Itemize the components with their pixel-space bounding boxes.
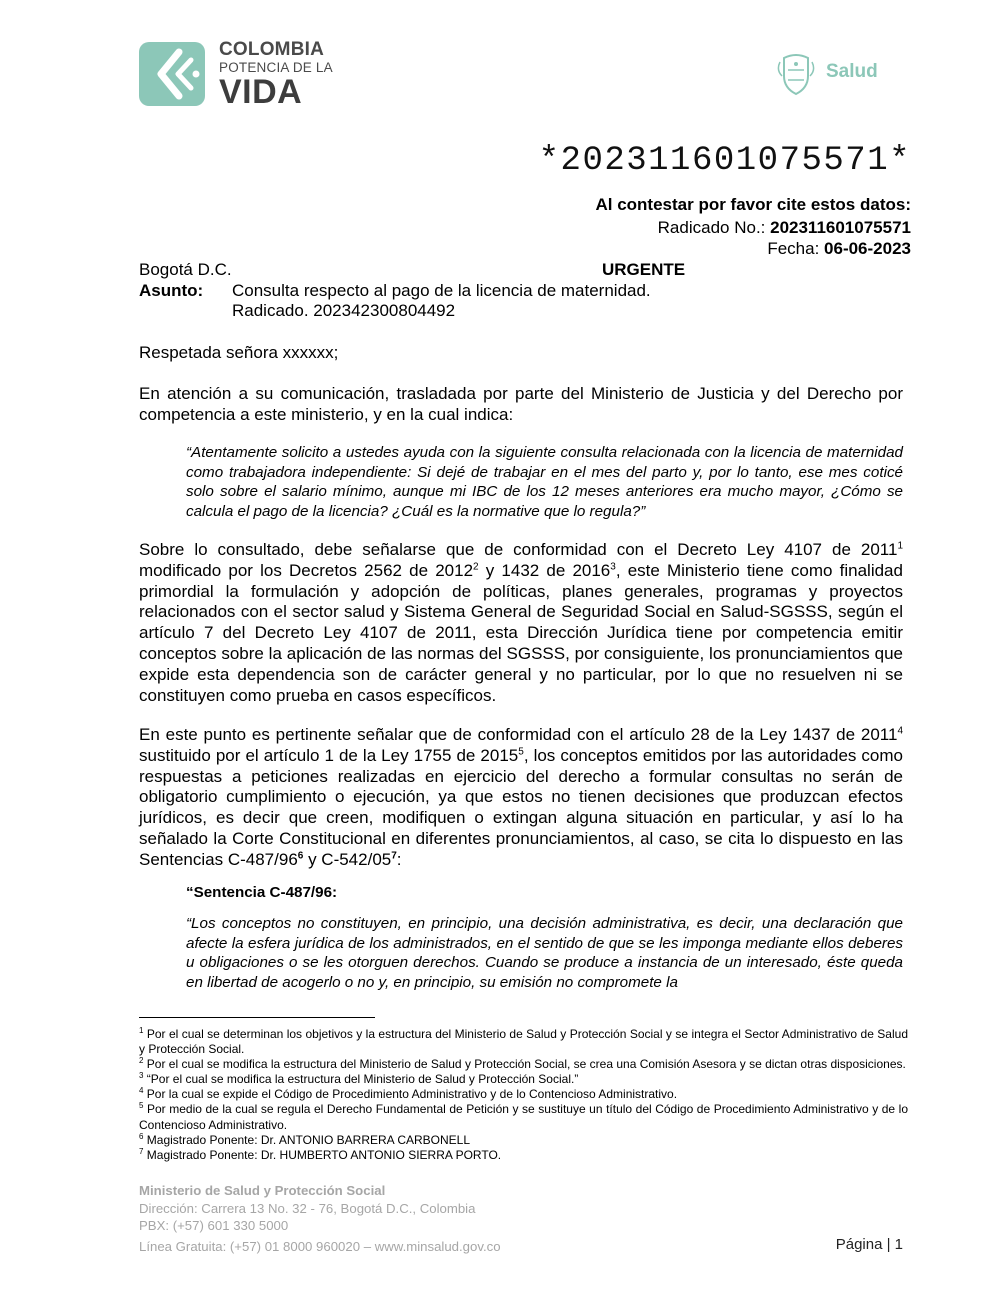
urgent-label: URGENTE xyxy=(602,260,686,279)
cite-heading: Al contestar por favor cite estos datos: xyxy=(595,195,911,214)
asunto-radicado: Radicado. 202342300804492 xyxy=(232,301,456,320)
salutation: Respetada señora xxxxxx; xyxy=(139,343,339,362)
asunto-text: Consulta respecto al pago de la licencia de maternidad. xyxy=(232,281,651,300)
colombia-potencia-vida-logo xyxy=(139,39,334,111)
footnote-ref-4: 4 xyxy=(897,725,903,737)
barcode-number: *202311601075571* xyxy=(538,142,911,180)
footer-linea: Línea Gratuita: (+57) 01 8000 960020 – www.minsalud.gov.co xyxy=(139,1238,501,1254)
footnote-ref-5: 5 xyxy=(518,746,524,758)
footnote-2: $^2$ Por el cual se modifica la estructura del Ministerio de Salud y Protección Social, se crea una Comisión Asesora y se dictan otras disposiciones. xyxy=(139,1056,906,1072)
coat-of-arms-icon xyxy=(776,52,816,96)
footnote-ref-1: 1 xyxy=(897,540,903,552)
footnote-ref-7: 7 xyxy=(391,850,397,862)
radicado-label: Radicado No.: xyxy=(657,218,771,237)
logo-text-colombia: COLOMBIA xyxy=(219,39,325,60)
paragraph-competence: Sobre lo consultado, debe señalarse que de conformidad con el Decreto Ley 4107 de 2011$^1$ modificado por los Decretos 2562 de 2012$^2$ y 1432 de 2016$^3$, este Ministerio tiene como finalidad primordial la formulación y adopción de políticas, planes generales, programas y proyectos relacionados con el sector salud y Sistema General de Seguridad Social en Salud-SGSSS, según el artículo 7 del Decreto Ley 4107 de 2011, esta Dirección Jurídica tiene por competencia emitir conceptos sobre la aplicación de las normas del SGSSS, por consiguiente, los pronunciamientos que expide esta dependencia son de carácter general y no particular, por lo que no resuelven ni se constituyen como prueba en casos específicos. xyxy=(139,540,903,705)
colombia-logo-icon xyxy=(139,42,205,106)
salud-logo-text: Salud xyxy=(826,61,878,82)
radicado-line xyxy=(658,218,911,238)
page-footer xyxy=(139,1182,501,1255)
footnote-3: $^3$ “Por el cual se modifica la estructura del Ministerio de Salud y Protección Social.” xyxy=(139,1071,579,1087)
footnote-separator xyxy=(139,1017,375,1018)
footnote-ref-6: 6 xyxy=(297,850,304,862)
footer-pbx: PBX: (+57) 601 330 5000 xyxy=(139,1218,289,1233)
footnote-5: $^5$ Por medio de la cual se regula el Derecho Fundamental de Petición y se sustituye un título del Código de Procedimiento Administrativo y de lo Contencioso Administrativo. xyxy=(139,1101,908,1132)
paragraph-concepts: En este punto es pertinente señalar que de conformidad con el artículo 28 de la Ley 1437 de 2011$^4$ sustituido por el artículo 1 de la Ley 1755 de 2015$^5$, los conceptos emitidos por las autoridades como respuestas a peticiones realizadas en ejercicio del derecho a formular consultas no serán de obligatorio cumplimiento o ejecución, ya que estos no tienen decisiones que produzcan efectos jurídicos, es decir que creen, modifiquen o extingan alguna situación en particular, y así lo ha señalado la Corte Constitucional en diferentes pronunciamientos, al caso, se cita lo dispuesto en las Sentencias $C-487/96^6$ y $C-542/05^7$: xyxy=(139,725,904,869)
footer-address: Dirección: Carrera 13 No. 32 - 76, Bogotá D.C., Colombia xyxy=(139,1200,476,1216)
fecha-line xyxy=(767,239,911,259)
footnote-6: $^6$ Magistrado Ponente: Dr. ANTONIO BARRERA CARBONELL xyxy=(139,1131,471,1147)
radicado-value: 202311601075571 xyxy=(770,218,911,237)
footnote-7: $^7$ Magistrado Ponente: Dr. HUMBERTO ANTONIO SIERRA PORTO. xyxy=(139,1146,502,1162)
logo-text-potencia: POTENCIA DE LA xyxy=(219,60,333,75)
salud-logo xyxy=(776,52,896,96)
footnotes xyxy=(139,1027,908,1163)
city: Bogotá D.C. xyxy=(139,260,232,279)
logo-text-vida: VIDA xyxy=(219,72,303,111)
fecha-label: Fecha: xyxy=(767,239,825,258)
paragraph-intro: En atención a su comunicación, trasladada por parte del Ministerio de Justicia y del Derecho por competencia a este ministerio, y en la cual indica: xyxy=(139,384,903,424)
footnote-ref-3: 3 xyxy=(610,561,616,573)
footer-ministry: Ministerio de Salud y Protección Social xyxy=(139,1183,386,1198)
fecha-value: 06-06-2023 xyxy=(824,239,911,258)
footnote-1: $^1$ Por el cual se determinan los objetivos y la estructura del Ministerio de Salud y Protección Social y se integra el Sector Administrativo de Salud y Protección Social. xyxy=(139,1026,908,1057)
footnote-ref-2: 2 xyxy=(473,561,479,573)
sentencia-title: “Sentencia C-487/96: xyxy=(186,884,338,901)
sentencia-quote: “Los conceptos no constituyen, en principio, una decisión administrativa, es decir, una declaración que afecte la esfera jurídica de los administrados, en el sentido de que se les imponga mediante ellos deberes u obligaciones o se les otorguen derechos. Cuando se produce a instancia de un interesado, éste queda en libertad de acogerlo o no y, en principio, su emisión no compromete la xyxy=(186,915,903,991)
page-number: Página | 1 xyxy=(835,1236,903,1253)
footnote-4: $^4$ Por la cual se expide el Código de Procedimiento Administrativo y de lo Contencioso Administrativo. xyxy=(139,1086,678,1102)
asunto-label: Asunto: xyxy=(139,281,204,300)
citizen-query-quote: “Atentamente solicito a ustedes ayuda con la siguiente consulta relacionada con la licencia de maternidad como trabajadora independiente: Si dejé de trabajar en el mes del parto y, por lo tanto, ese mes coticé solo sobre el salario mínimo, aunque mi IBC de los 12 meses anteriores era mucho mayor, ¿Cómo se calcula el pago de la licencia? ¿Cuál es la normative que lo regula?” xyxy=(186,444,903,520)
